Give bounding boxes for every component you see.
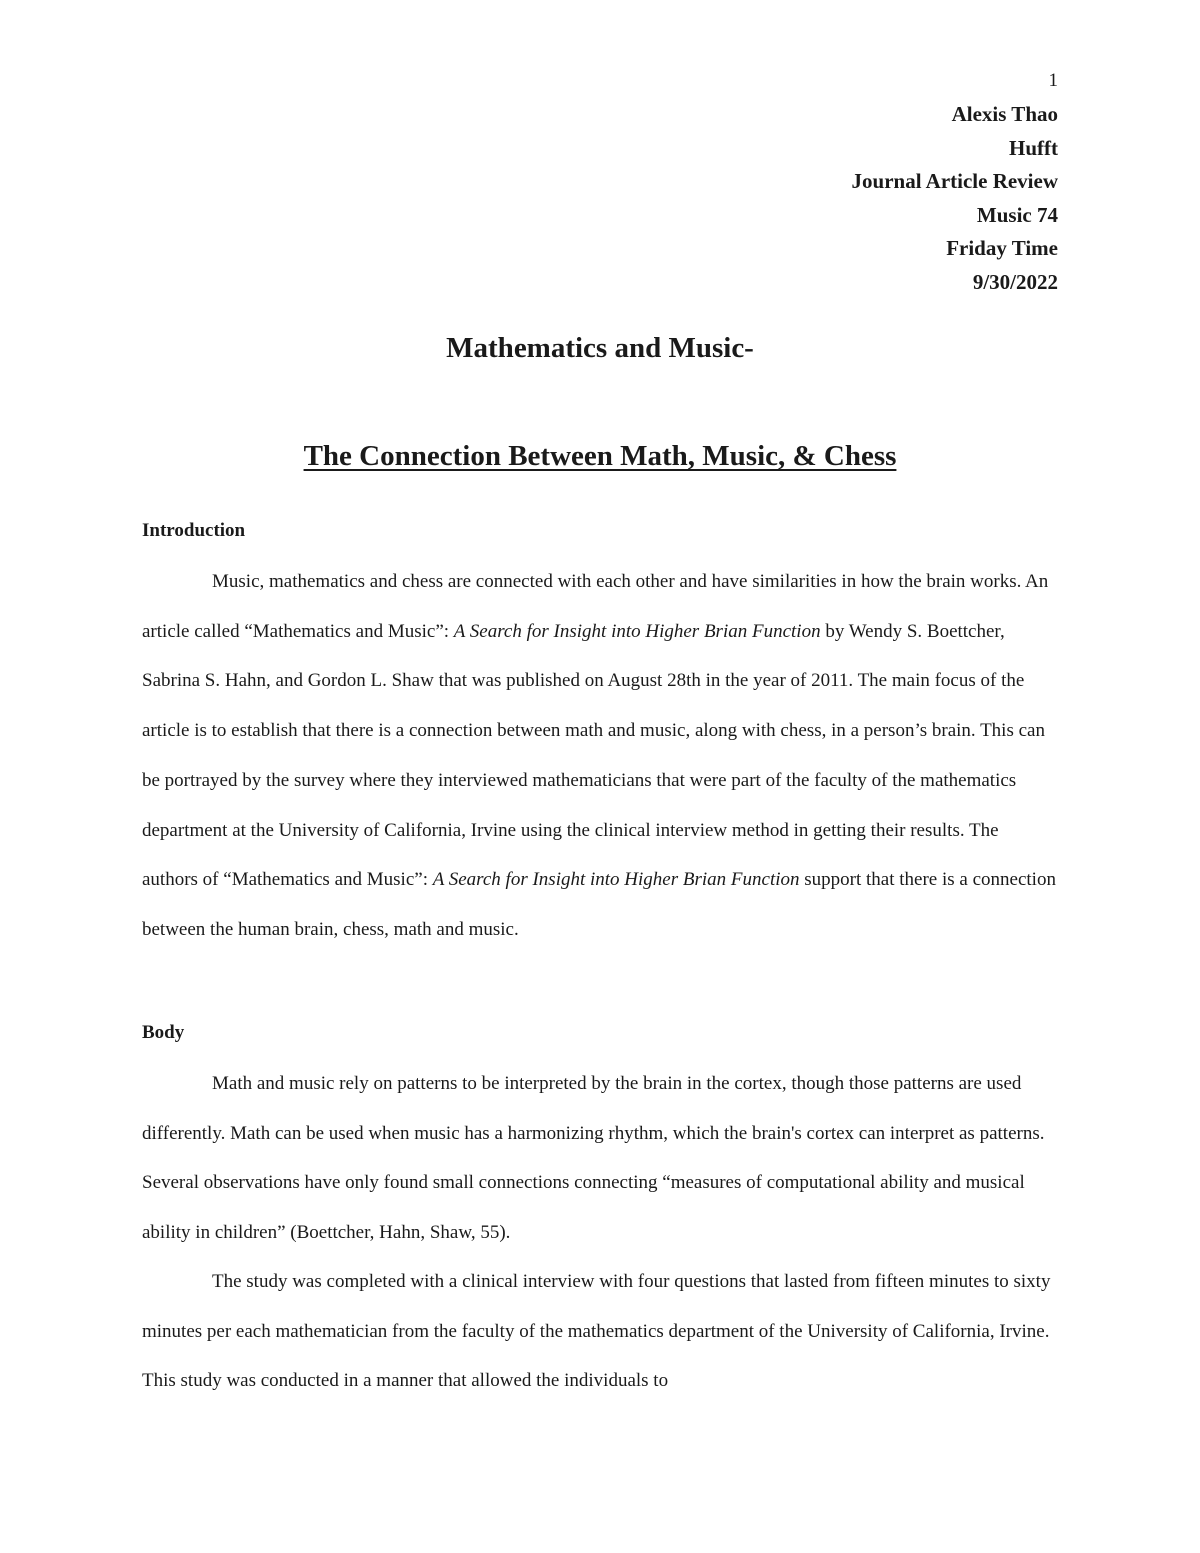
header-author: Alexis Thao [951, 102, 1058, 126]
header-date: 9/30/2022 [972, 269, 1058, 294]
header-instructor: Hufft [1009, 135, 1058, 160]
introduction-heading: Introduction [142, 520, 246, 541]
page-number: 1 [1048, 70, 1058, 91]
document-title: Mathematics and Music- [446, 332, 754, 364]
header-section: Friday Time [946, 236, 1058, 260]
body-heading: Body [142, 1022, 185, 1043]
body-paragraph-1: Math and music rely on patterns to be interpreted by the brain in the cortex, though those patterns are used differently. Math can be used when music has a harmonizing rhythm, which the brain's cortex can interpret as patterns. Several observations have only found small connections connecting “measures of computational ability and musical ability in children” (Boettcher, Hahn, Shaw, 55). [142, 1073, 1045, 1244]
article-title-italic-2: A Search for Insight into Higher Brian Function [432, 869, 800, 891]
introduction-paragraph [142, 557, 1058, 955]
header-block [852, 98, 1058, 299]
document-subtitle: The Connection Between Math, Music, & Chess [303, 440, 897, 472]
article-title-italic-1: A Search for Insight into Higher Brian Function [453, 620, 821, 642]
introduction-text-3: support that there is a connection between the human brain, chess, math and music. [142, 869, 1056, 940]
body-paragraph-2: The study was completed with a clinical interview with four questions that lasted from fifteen minutes to sixty minutes per each mathematician from the faculty of the mathematics department of the University of California, Irvine. This study was conducted in a manner that allowed the individuals to [142, 1271, 1051, 1392]
introduction-text-2: by Wendy S. Boettcher, Sabrina S. Hahn, and Gordon L. Shaw that was published on August 28th in the year of 2011. The main focus of the article is to establish that there is a connection between math and music, along with chess, in a person’s brain. This can be portrayed by the survey where they interviewed mathematicians that were part of the faculty of the mathematics department at the University of California, Irvine using the clinical interview method in getting their results. The authors of “Mathematics and Music”: [142, 620, 1045, 891]
introduction-text-1: Music, mathematics and chess are connected with each other and have similarities in how the brain works. An article called “Mathematics and Music”: [142, 571, 1049, 642]
header-assignment: Journal Article Review [851, 169, 1058, 193]
header-course: Music 74 [976, 202, 1058, 227]
